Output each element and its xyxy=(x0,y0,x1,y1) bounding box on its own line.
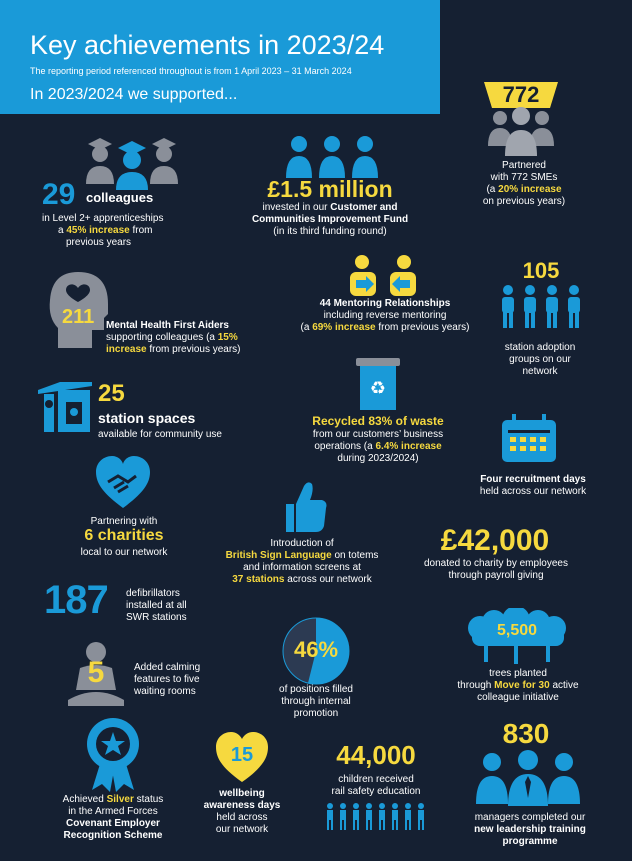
page-subtitle: The reporting period referenced throughout is from 1 April 2023 – 31 March 2024 xyxy=(30,66,352,76)
safety-number: 44,000 xyxy=(336,740,416,770)
positions-percent: 46% xyxy=(293,637,339,662)
trees-text: trees planted through Move for 30 active colleague initiative xyxy=(457,668,579,703)
donation-amount: £42,000 xyxy=(440,524,550,557)
page-title: Key achievements in 2023/24 xyxy=(30,30,385,60)
stations-text: available for community use xyxy=(98,429,222,440)
charities-number: 6 charities xyxy=(84,527,164,544)
apprentice-unit: colleagues xyxy=(86,190,154,205)
wellbeing-text: wellbeing awareness days held across our network xyxy=(203,788,281,835)
calming-number: 5 xyxy=(87,656,105,689)
mentoring-icon xyxy=(348,254,418,298)
mhfa-text: Mental Health First Aiders supporting colleagues (a 15% increase from previous years) xyxy=(106,320,241,355)
adoption-number: 105 xyxy=(522,258,560,283)
defib-number: 187 xyxy=(44,578,108,622)
children-icon xyxy=(324,802,428,832)
sme-text: Partnered with 772 SMEs (a 20% increase on previous years) xyxy=(482,160,566,207)
wellbeing-number: 15 xyxy=(230,744,254,766)
calendar-icon xyxy=(500,414,558,464)
calming-text: Added calming features to five waiting rooms xyxy=(134,662,201,697)
charities-line1: Partnering with xyxy=(90,516,158,527)
community-people-icon xyxy=(284,134,380,180)
thumbs-up-icon xyxy=(280,480,328,534)
managers-icon xyxy=(472,750,584,806)
trees-number: 5,500 xyxy=(496,622,538,639)
recycling-text: Recycled 83% of waste from our customers’ business operations (a 6.4% increase during 2023/2024) xyxy=(312,414,444,464)
station-clock-icon xyxy=(36,378,94,434)
sign-language-text: Introduction of British Sign Language on totems and information screens at 37 stations across our network xyxy=(225,538,379,585)
adoption-text: station adoption groups on our network xyxy=(504,342,576,377)
mhfa-number: 211 xyxy=(62,306,95,328)
safety-text: children received rail safety education xyxy=(331,774,421,797)
leadership-text: managers completed our new leadership training programme xyxy=(474,812,586,847)
recruitment-text: Four recruitment days held across our network xyxy=(479,474,587,497)
stations-title: station spaces xyxy=(98,410,196,426)
fund-text: invested in our Customer and Communities Improvement Fund (in its third funding round) xyxy=(251,202,409,237)
charities-line3: local to our network xyxy=(80,547,168,558)
recycling-bin-icon xyxy=(354,356,402,412)
apprentice-text: in Level 2+ apprenticeships a 45% increase from previous years xyxy=(42,213,164,248)
apprentice-number: 29 xyxy=(42,178,76,211)
fund-amount: £1.5 million xyxy=(267,176,393,202)
leadership-number: 830 xyxy=(502,718,550,749)
positions-text: of positions filled through internal promotion xyxy=(279,684,353,719)
heart-handshake-icon xyxy=(94,456,152,510)
adoption-people-icon xyxy=(496,284,586,330)
donation-text: donated to charity by employees through payroll giving xyxy=(424,558,568,581)
graduates-icon xyxy=(84,132,180,190)
defib-text: defibrillators installed at all SWR stations xyxy=(126,588,187,623)
sme-badge-number: 772 xyxy=(502,82,540,107)
svg-text:♻: ♻ xyxy=(369,378,387,399)
stations-number: 25 xyxy=(98,380,125,407)
medal-star-icon xyxy=(84,716,142,792)
mentoring-text: 44 Mentoring Relationships including reverse mentoring (a 69% increase from previous years) xyxy=(300,298,470,333)
armed-forces-text: Achieved Silver status in the Armed Forces Covenant Employer Recognition Scheme xyxy=(62,794,164,841)
page-lead: In 2023/2024 we supported... xyxy=(30,86,238,103)
